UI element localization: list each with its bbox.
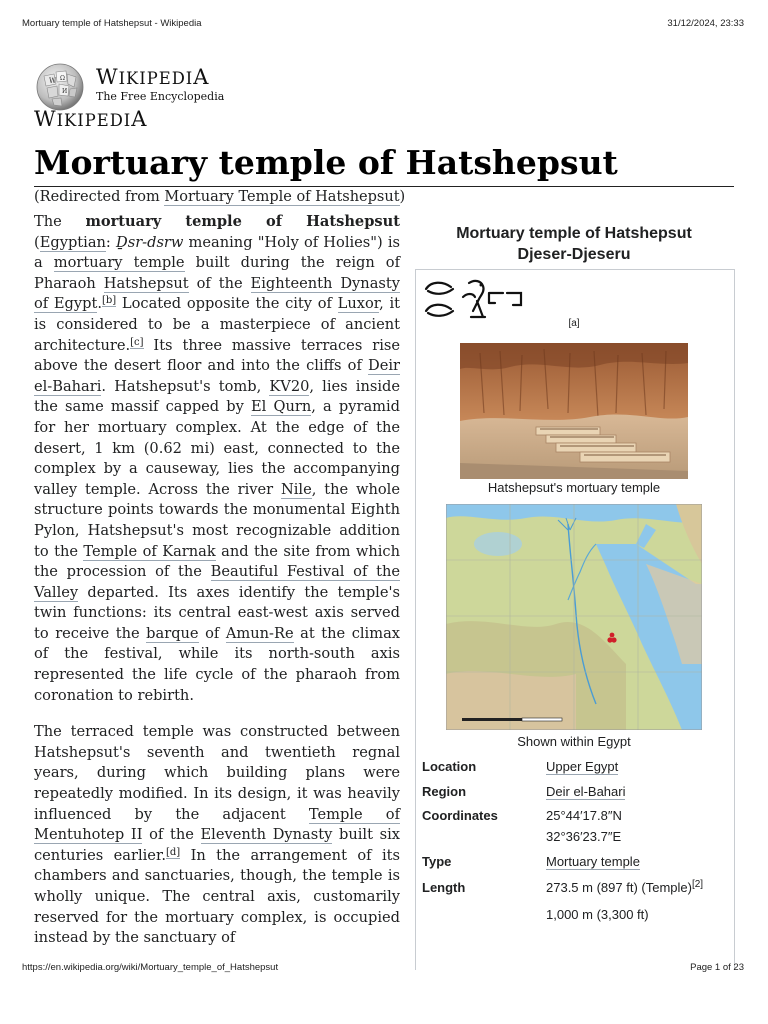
wikipedia-tagline: The Free Encyclopedia (96, 90, 225, 103)
link-eighteenth-dynasty[interactable]: Eighteenth Dynasty of Egypt (34, 274, 400, 313)
link-kv20[interactable]: KV20 (269, 377, 310, 395)
link-deir-el-bahari[interactable]: Deir el-Bahari (34, 357, 400, 395)
footnote-b[interactable]: [b] (102, 295, 117, 307)
link-barque[interactable]: barque (146, 624, 199, 642)
link-temple-of-karnak[interactable]: Temple of Karnak (83, 542, 216, 560)
hieroglyphs-icon (423, 277, 533, 323)
link-eleventh-dynasty[interactable]: Eleventh Dynasty (200, 826, 333, 844)
link-el-qurn[interactable]: El Qurn (251, 398, 312, 416)
infobox-image-footnote[interactable]: [a] (568, 318, 580, 329)
print-header-title: Mortuary temple of Hatshepsut - Wikipedia (22, 18, 202, 29)
svg-text:Ω: Ω (60, 75, 65, 82)
link-region-deir-el-bahari[interactable]: Deir el-Bahari (546, 784, 626, 799)
paragraph-2: The terraced temple was constructed between Hatshepsut's seventh and twentieth regnal years, during which building plans were repeatedly modified. In its design, it was heavily influenced by the adjacent Temple of Mentuhotep II of the Eleventh Dynasty built six centuries earlier.[d] In the arrangement of its chambers and sanctuaries, though, the temple is wholly unique. The central axis, customarily reserved for the mortuary complex, is occupied instead by the sanctuary of (34, 723, 400, 947)
print-header-datetime: 31/12/2024, 23:33 (667, 18, 744, 29)
article-body (34, 212, 400, 965)
wikipedia-logo[interactable] (34, 62, 334, 112)
link-mortuary-temple[interactable]: mortuary temple (53, 254, 185, 272)
paragraph-1: The mortuary temple of Hatshepsut (Egyptian: Ḏsr-dsrw meaning "Holy of Holies") is a mortuary temple built during the reign of Pharaoh Hatshepsut of the Eighteenth Dynasty of Egypt.[b] Located opposite the city of Luxor, it is considered to be a masterpiece of ancient architecture.[c] Its three massive terraces rise above the desert floor and into the cliffs of Deir el-Bahari. Hatshepsut's tomb, KV20, lies inside the same massif capped by El Qurn, a pyramid for her mortuary complex. At the edge of the desert, 1 km (0.62 mi) east, connected to the complex by a causeway, lies the accompanying valley temple. Across the river Nile, the whole structure points towards the monumental Eighth Pylon, Hatshepsut's most recognizable addition to the Temple of Karnak and the site from which the procession of the Beautiful Festival of the Valley departed. Its axes identify the temple's twin functions: its central east-west axis served to receive the barque of Amun-Re at the climax of the festival, while its north-south axis represented the life cycle of the pharaoh from coronation to rebirth. (34, 213, 401, 704)
wikipedia-wordmark-secondary: WIKIPEDIA (34, 107, 148, 131)
link-mortuary-temple-type[interactable]: Mortuary temple (546, 854, 640, 869)
coordinates-value[interactable]: 25°44′17.8″N 32°36′23.7″E (546, 808, 622, 844)
print-footer-url: https://en.wikipedia.org/wiki/Mortuary_temple_of_Hatshepsut (22, 962, 279, 973)
egypt-location-map[interactable] (446, 504, 702, 730)
link-hatshepsut[interactable]: Hatshepsut (103, 274, 189, 292)
map-caption: Shown within Egypt (517, 734, 631, 749)
svg-text:W: W (49, 77, 57, 85)
link-amun-re[interactable]: Amun-Re (225, 624, 294, 642)
infobox: Mortuary temple of Hatshepsut Djeser-Djeseru [a] Hatshepsut's mortuary temple Shown within Egypt Location Upper Egypt Region Deir el-Bahari Coordinates 25°44′17.8″N 32°36′23.7″E Type Mortuary temple Length 273.5 m (897 ft) (Temple)[2] 1,000 m (3,300 ft) (413, 222, 735, 962)
footnote-d[interactable]: [d] (165, 846, 181, 858)
infobox-row-coordinates: Coordinates 25°44′17.8″N 32°36′23.7″E (422, 807, 732, 847)
lead-bold-term: mortuary temple of Hatshepsut (85, 213, 400, 230)
infobox-row-length: Length 273.5 m (897 ft) (Temple)[2] 1,000 m (3,300 ft) (422, 879, 704, 922)
infobox-title: Mortuary temple of Hatshepsut Djeser-Djeseru (456, 225, 692, 263)
svg-text:И: И (62, 88, 68, 95)
link-nile[interactable]: Nile (280, 480, 312, 498)
link-upper-egypt[interactable]: Upper Egypt (546, 759, 619, 774)
link-egyptian[interactable]: Egyptian (39, 233, 106, 251)
wikipedia-globe-icon (34, 62, 86, 112)
redirect-link[interactable]: Mortuary Temple of Hatshepsut (164, 189, 400, 205)
egyptian-transliteration: Ḏsr-dsrw (116, 233, 184, 251)
link-beautiful-festival[interactable]: Beautiful Festival of the Valley (34, 563, 400, 601)
wikipedia-wordmark: WIKIPEDIA (96, 65, 210, 89)
photo-caption: Hatshepsut's mortuary temple (487, 480, 661, 495)
print-footer-page: Page 1 of 23 (690, 962, 744, 973)
redirect-notice: (Redirected from Mortuary Temple of Hatshepsut) (34, 189, 406, 205)
page-title: Mortuary temple of Hatshepsut (34, 142, 734, 187)
temple-photo[interactable] (460, 343, 688, 479)
link-luxor[interactable]: Luxor (337, 295, 380, 313)
footnote-c[interactable]: [c] (130, 336, 144, 348)
footnote-2[interactable]: [2] (691, 879, 704, 890)
link-temple-of-mentuhotep[interactable]: Temple of Mentuhotep II (34, 805, 400, 844)
